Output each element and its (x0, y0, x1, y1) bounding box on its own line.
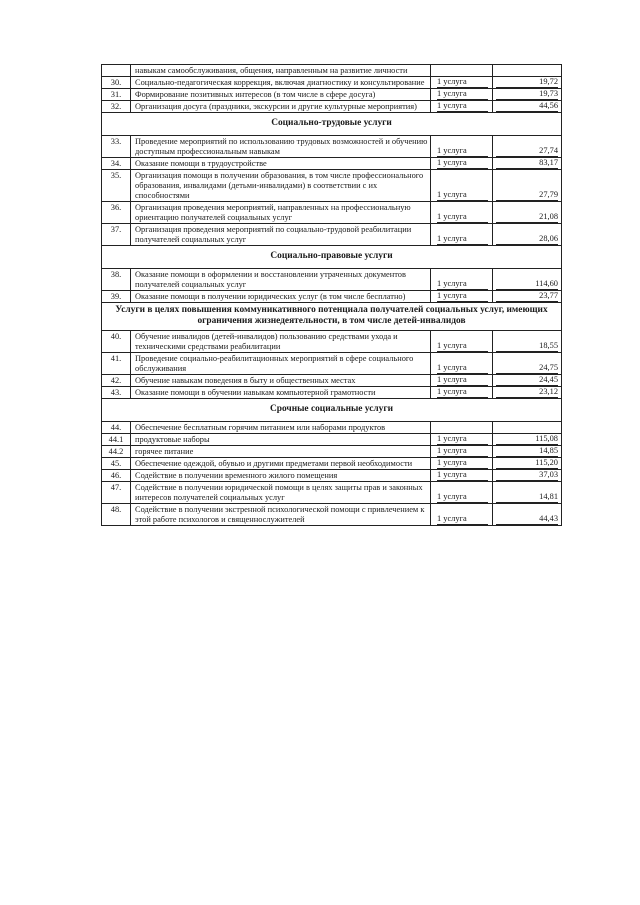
table-row (102, 269, 562, 291)
unit-cell (431, 202, 493, 224)
row-number: 44. (102, 422, 131, 434)
table-row (102, 158, 562, 170)
price-value: 21,08 (496, 212, 558, 223)
unit-label: 1 услуга (437, 146, 488, 157)
unit-label: 1 услуга (437, 492, 488, 503)
price-cell (493, 482, 562, 504)
unit-cell (431, 446, 493, 458)
unit-label: 1 услуга (437, 279, 488, 290)
unit-cell (431, 482, 493, 504)
table-row (102, 387, 562, 399)
unit-cell (431, 353, 493, 375)
unit-label: 1 услуга (437, 77, 488, 88)
row-number: 34. (102, 158, 131, 170)
unit-cell (431, 101, 493, 113)
price-value: 23,12 (496, 387, 558, 398)
price-cell (493, 77, 562, 89)
price-cell (493, 224, 562, 246)
price-cell (493, 170, 562, 202)
price-value: 19,72 (496, 77, 558, 88)
table-row (102, 482, 562, 504)
row-number: 40. (102, 331, 131, 353)
service-name: навыкам самообслуживания, общения, направленным на развитие личности (131, 65, 431, 77)
table-row (102, 202, 562, 224)
row-number: 41. (102, 353, 131, 375)
price-cell (493, 387, 562, 399)
price-cell (493, 101, 562, 113)
section-title: Услуги в целях повышения коммуникативного потенциала получателей социальных услуг, имеющих ограничения жизнедеятельности, в том числе детей-инвалидов (102, 303, 562, 331)
unit-cell (431, 434, 493, 446)
price-cell (493, 136, 562, 158)
service-name: Обеспечение одеждой, обувью и другими предметами первой необходимости (131, 458, 431, 470)
table-row (102, 458, 562, 470)
unit-cell (431, 504, 493, 526)
service-name: горячее питание (131, 446, 431, 458)
row-number: 36. (102, 202, 131, 224)
price-cell (493, 353, 562, 375)
unit-label: 1 услуга (437, 434, 488, 445)
table-row (102, 470, 562, 482)
price-value: 114,60 (496, 279, 558, 290)
row-number: 48. (102, 504, 131, 526)
table-row (102, 375, 562, 387)
service-name: Проведение социально-реабилитационных мероприятий в сфере социального обслуживания (131, 353, 431, 375)
service-name: Организация досуга (праздники, экскурсии и другие культурные мероприятия) (131, 101, 431, 113)
service-name: Оказание помощи в трудоустройстве (131, 158, 431, 170)
table-row (102, 89, 562, 101)
unit-label: 1 услуга (437, 446, 488, 457)
service-name: Обеспечение бесплатным горячим питанием или наборами продуктов (131, 422, 431, 434)
unit-cell (431, 375, 493, 387)
row-number: 37. (102, 224, 131, 246)
table-row (102, 331, 562, 353)
services-table-body (102, 65, 562, 526)
price-cell (493, 202, 562, 224)
unit-cell (431, 470, 493, 482)
unit-cell (431, 170, 493, 202)
unit-cell (431, 291, 493, 303)
price-cell (493, 504, 562, 526)
price-value: 37,03 (496, 470, 558, 481)
service-name: Социально-педагогическая коррекция, включая диагностику и консультирование (131, 77, 431, 89)
service-name: Организация проведения мероприятий по социально-трудовой реабилитации получателей социальных услуг (131, 224, 431, 246)
unit-cell (431, 65, 493, 77)
price-value: 27,79 (496, 190, 558, 201)
service-name: Оказание помощи в получении юридических услуг (в том числе бесплатно) (131, 291, 431, 303)
service-name: Оказание помощи в обучении навыкам компьютерной грамотности (131, 387, 431, 399)
unit-cell (431, 77, 493, 89)
price-value: 28,06 (496, 234, 558, 245)
row-number: 47. (102, 482, 131, 504)
row-number: 35. (102, 170, 131, 202)
section-title: Социально-трудовые услуги (102, 113, 562, 136)
service-name: Оказание помощи в оформлении и восстановлении утраченных документов получателей социальных услуг (131, 269, 431, 291)
unit-cell (431, 269, 493, 291)
table-row (102, 101, 562, 113)
unit-label: 1 услуга (437, 363, 488, 374)
unit-cell (431, 136, 493, 158)
table-row (102, 224, 562, 246)
price-cell (493, 375, 562, 387)
unit-label: 1 услуга (437, 458, 488, 469)
row-number: 42. (102, 375, 131, 387)
price-cell (493, 331, 562, 353)
service-name: Содействие в получении экстренной психологической помощи с привлечением к этой работе психологов и священнослужителей (131, 504, 431, 526)
price-value: 27,74 (496, 146, 558, 157)
section-header-row (102, 303, 562, 331)
price-cell (493, 458, 562, 470)
price-cell (493, 434, 562, 446)
price-value: 83,17 (496, 158, 558, 169)
price-cell (493, 446, 562, 458)
price-value: 23,77 (496, 291, 558, 302)
table-row (102, 291, 562, 303)
unit-cell (431, 422, 493, 434)
service-name: Проведение мероприятий по использованию трудовых возможностей и обучению доступным профессиональным навыкам (131, 136, 431, 158)
unit-label: 1 услуга (437, 375, 488, 386)
row-number: 39. (102, 291, 131, 303)
row-number: 38. (102, 269, 131, 291)
unit-cell (431, 158, 493, 170)
price-value: 44,43 (496, 514, 558, 525)
price-value: 14,81 (496, 492, 558, 503)
row-number: 30. (102, 77, 131, 89)
unit-label: 1 услуга (437, 190, 488, 201)
table-row (102, 136, 562, 158)
row-number: 46. (102, 470, 131, 482)
service-name: Содействие в получении юридической помощи в целях защиты прав и законных интересов получателей социальных услуг (131, 482, 431, 504)
price-cell (493, 158, 562, 170)
table-row (102, 434, 562, 446)
service-name: Формирование позитивных интересов (в том числе в сфере досуга) (131, 89, 431, 101)
service-name: Обучение навыкам поведения в быту и общественных местах (131, 375, 431, 387)
service-name: продуктовые наборы (131, 434, 431, 446)
document-page (101, 64, 561, 526)
table-row (102, 65, 562, 77)
unit-label: 1 услуга (437, 291, 488, 302)
price-value: 14,85 (496, 446, 558, 457)
price-cell (493, 65, 562, 77)
service-name: Содействие в получении временного жилого помещения (131, 470, 431, 482)
table-row (102, 353, 562, 375)
unit-cell (431, 224, 493, 246)
price-value: 19,73 (496, 89, 558, 100)
price-value: 44,56 (496, 101, 558, 112)
price-value: 115,20 (496, 458, 558, 469)
row-number: 44.1 (102, 434, 131, 446)
service-name: Организация проведения мероприятий, направленных на профессиональную ориентацию получателей социальных услуг (131, 202, 431, 224)
service-name: Обучение инвалидов (детей-инвалидов) пользованию средствами ухода и техническими средствами реабилитации (131, 331, 431, 353)
unit-cell (431, 387, 493, 399)
row-number: 43. (102, 387, 131, 399)
row-number: 31. (102, 89, 131, 101)
price-value: 24,45 (496, 375, 558, 386)
unit-label: 1 услуга (437, 341, 488, 352)
table-row (102, 77, 562, 89)
row-number (102, 65, 131, 77)
price-value: 115,08 (496, 434, 558, 445)
price-cell (493, 422, 562, 434)
table-row (102, 504, 562, 526)
unit-label: 1 услуга (437, 158, 488, 169)
unit-label: 1 услуга (437, 387, 488, 398)
section-header-row (102, 113, 562, 136)
table-row (102, 170, 562, 202)
section-header-row (102, 246, 562, 269)
unit-label: 1 услуга (437, 234, 488, 245)
unit-cell (431, 89, 493, 101)
price-cell (493, 89, 562, 101)
table-row (102, 422, 562, 434)
table-row (102, 446, 562, 458)
unit-label: 1 услуга (437, 101, 488, 112)
row-number: 32. (102, 101, 131, 113)
section-header-row (102, 399, 562, 422)
price-cell (493, 269, 562, 291)
unit-label: 1 услуга (437, 89, 488, 100)
price-value: 24,75 (496, 363, 558, 374)
service-name: Организация помощи в получении образования, в том числе профессионального образования, инвалидами (детьми-инвалидами) в соответствии с их способностями (131, 170, 431, 202)
section-title: Социально-правовые услуги (102, 246, 562, 269)
section-title: Срочные социальные услуги (102, 399, 562, 422)
unit-cell (431, 331, 493, 353)
unit-label: 1 услуга (437, 514, 488, 525)
services-price-table (101, 64, 562, 526)
price-cell (493, 470, 562, 482)
unit-label: 1 услуга (437, 470, 488, 481)
row-number: 33. (102, 136, 131, 158)
unit-cell (431, 458, 493, 470)
price-cell (493, 291, 562, 303)
unit-label: 1 услуга (437, 212, 488, 223)
price-value: 18,55 (496, 341, 558, 352)
row-number: 44.2 (102, 446, 131, 458)
row-number: 45. (102, 458, 131, 470)
